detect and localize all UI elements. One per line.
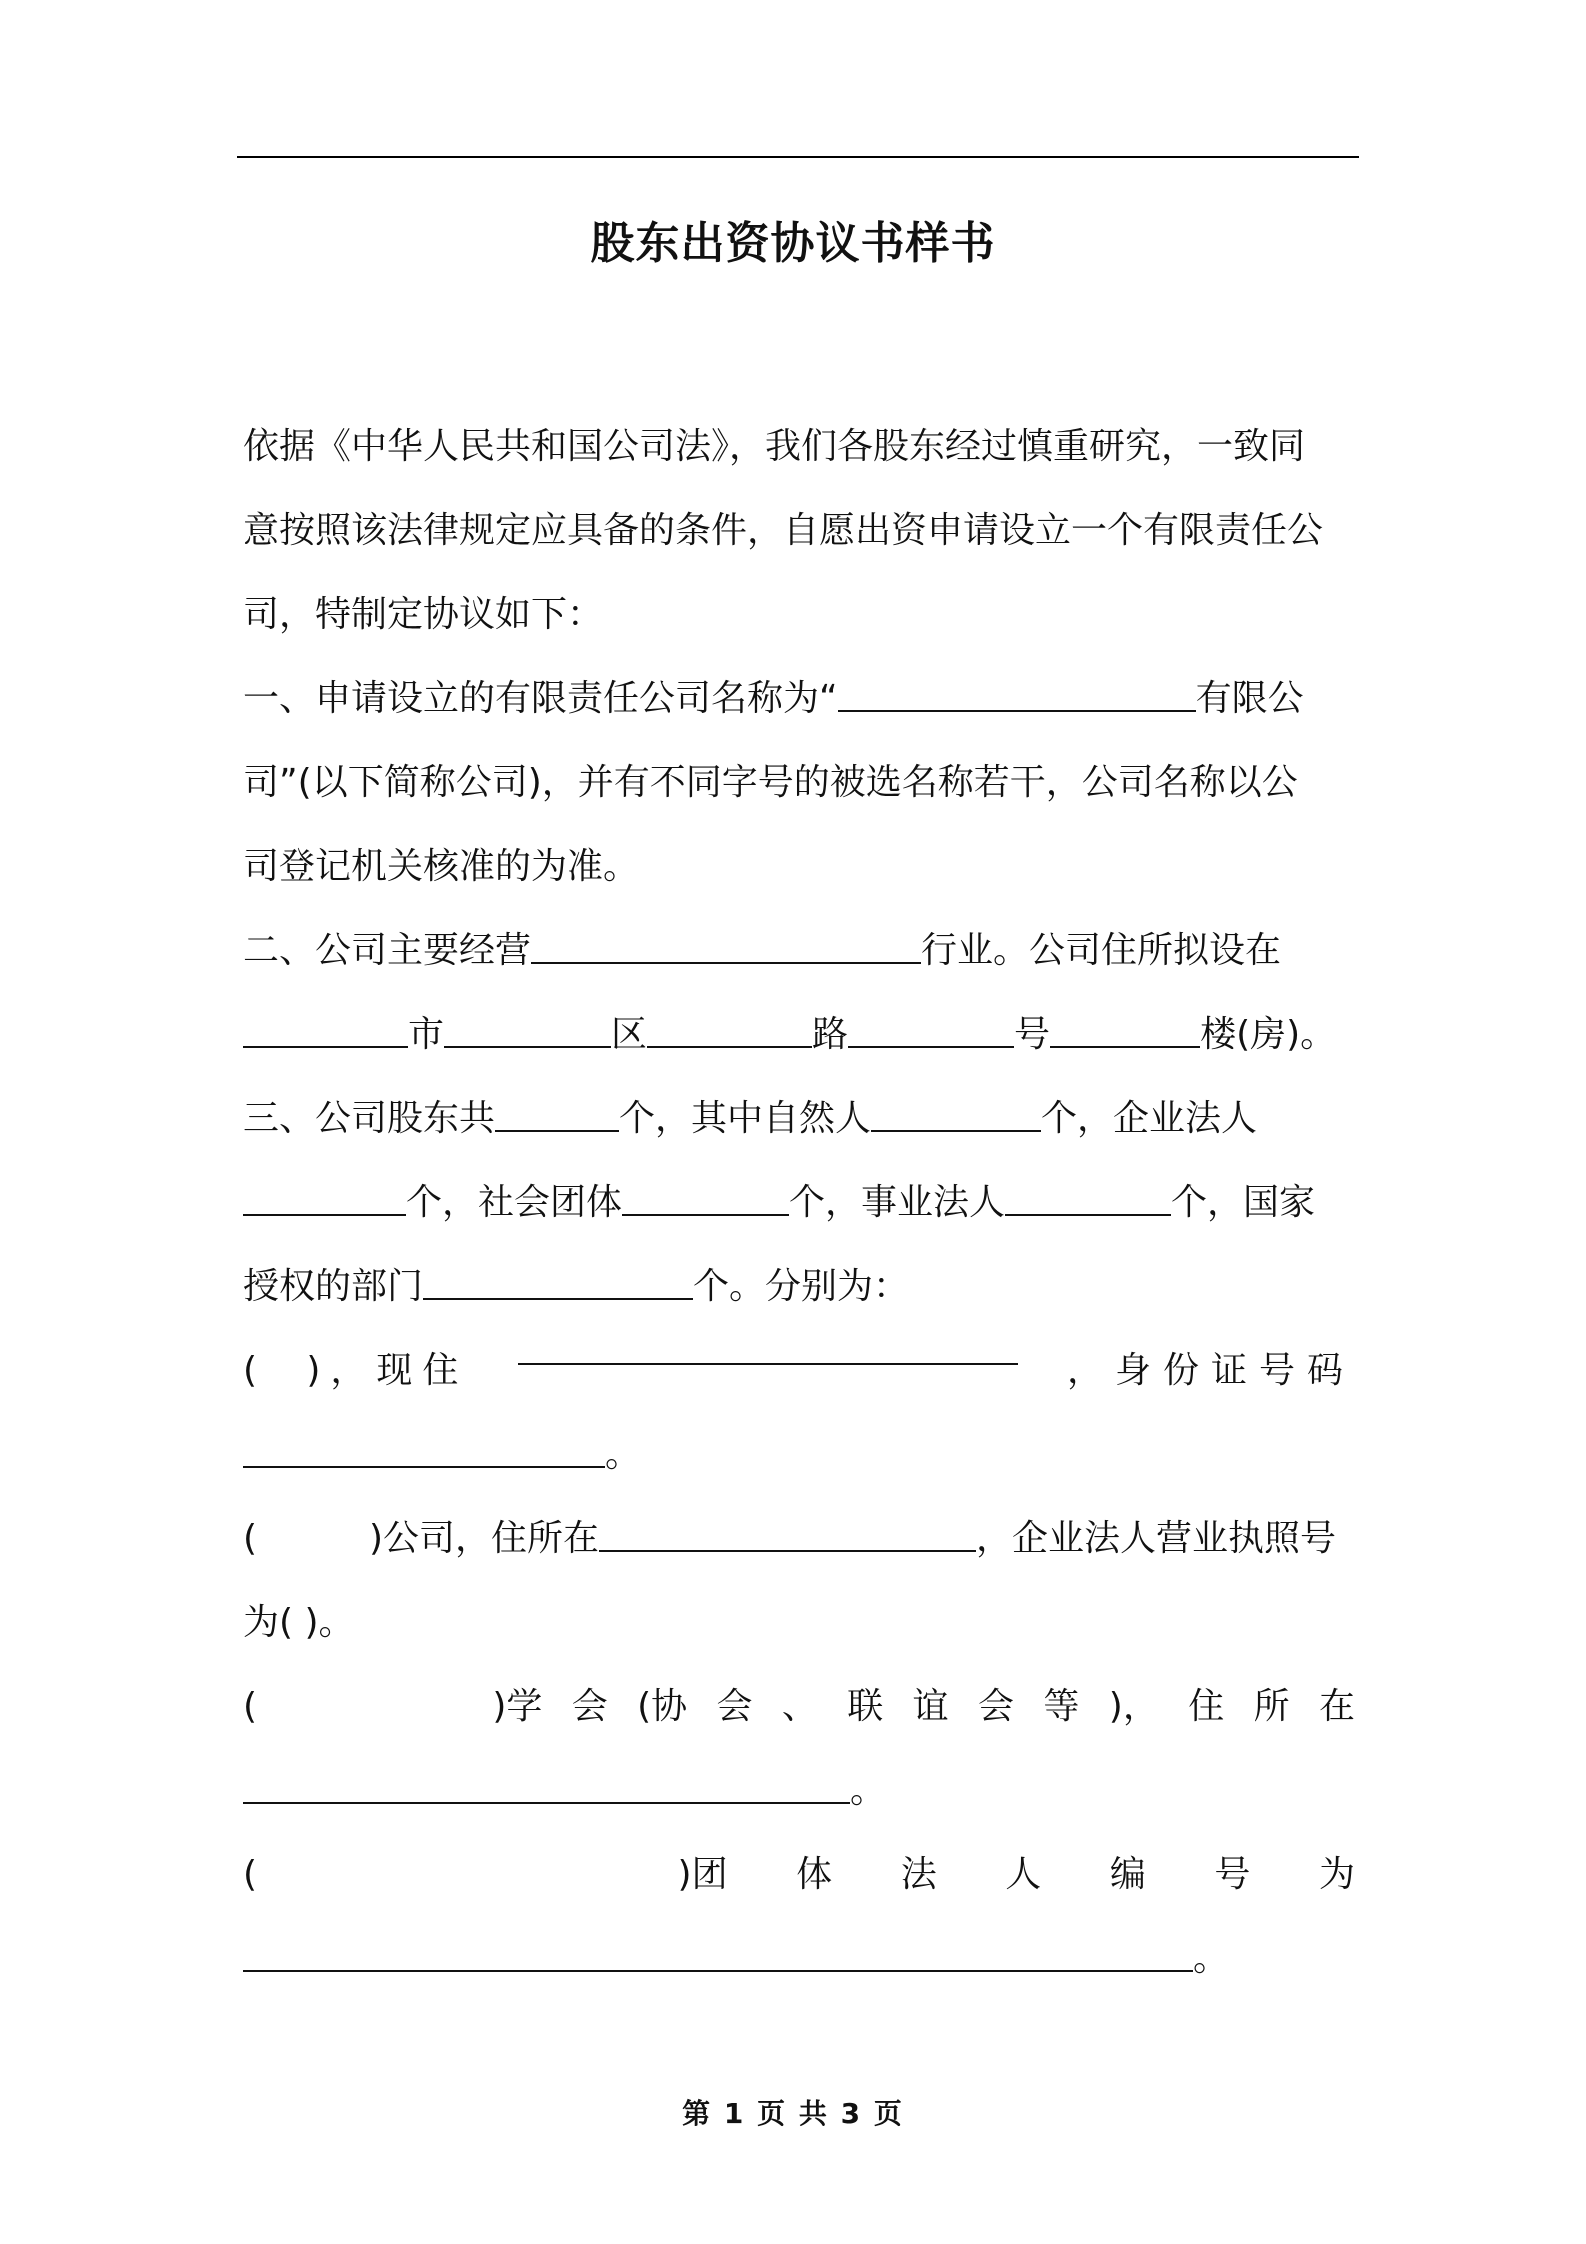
number-blank[interactable]: [848, 1012, 1014, 1048]
road-blank[interactable]: [647, 1012, 812, 1048]
natural-person-count-blank[interactable]: [871, 1096, 1041, 1132]
intro-line-2: 意按照该法律规定应具备的条件，自愿出资申请设立一个有限责任公: [243, 510, 1324, 551]
clause-3-line-3: [243, 1245, 1355, 1329]
society-token: 在: [1318, 1686, 1355, 1727]
clause-3-text-c: 个，企业法人: [1041, 1098, 1258, 1139]
clause-3-text-e: 个，事业法人: [789, 1182, 1006, 1223]
residence-blank[interactable]: [518, 1329, 1018, 1365]
group-number-blank[interactable]: [243, 1936, 1193, 1972]
license-label: ，企业法人营业执照号: [976, 1518, 1337, 1559]
page-footer: 第 1 页 共 3 页: [682, 2097, 904, 2130]
road-label: 路: [812, 1014, 849, 1055]
corporate-line-1: [243, 1497, 1355, 1581]
corporate-line-2: 为( )。: [243, 1602, 355, 1643]
clause-3-text-a: 三、公司股东共: [243, 1098, 496, 1139]
corporate-count-blank[interactable]: [243, 1180, 406, 1216]
corporate-label: )公司，住所在: [369, 1518, 600, 1559]
clause-2-text-a: 二、公司主要经营: [243, 930, 532, 971]
district-label: 区: [611, 1014, 648, 1055]
public-institution-count-blank[interactable]: [1005, 1180, 1171, 1216]
society-token: 联: [847, 1686, 884, 1727]
agreement-body: [243, 405, 1355, 2001]
number-label: 号: [1014, 1014, 1051, 1055]
clause-3-text-f: 个，国家: [1171, 1182, 1316, 1223]
society-token: (: [243, 1686, 258, 1727]
society-token: )，: [1108, 1686, 1159, 1727]
natural-person-end: 。: [605, 1434, 642, 1475]
clause-1-text-b: 有限公: [1195, 678, 1304, 719]
group-token: 号: [1214, 1854, 1251, 1895]
city-blank[interactable]: [243, 1012, 408, 1048]
natural-person-label: )，现住: [306, 1350, 469, 1391]
society-line-2: [243, 1749, 1355, 1833]
shareholder-count-blank[interactable]: [495, 1096, 619, 1132]
group-line-1: [243, 1833, 1355, 1917]
society-token: (协: [637, 1686, 688, 1727]
company-name-blank[interactable]: [838, 676, 1196, 712]
clause-2-line-1: [243, 909, 1355, 993]
society-token: 会: [716, 1686, 753, 1727]
group-token: 编: [1109, 1854, 1146, 1895]
clause-3-text-h: 个。分别为：: [693, 1266, 910, 1307]
clause-2-text-b: 行业。公司住所拟设在: [921, 930, 1282, 971]
clause-1-line-2: 司”(以下简称公司)，并有不同字号的被选名称若干，公司名称以公: [243, 762, 1298, 803]
social-group-count-blank[interactable]: [622, 1180, 789, 1216]
id-number-label: ，身份证号码: [1066, 1350, 1355, 1391]
natural-person-line-2: [243, 1413, 1355, 1497]
group-token: 法: [900, 1854, 937, 1895]
society-token: 谊: [912, 1686, 949, 1727]
clause-2-line-2: [243, 993, 1355, 1077]
clause-1-line-1: [243, 657, 1355, 741]
group-token: 为: [1318, 1854, 1355, 1895]
clause-3-line-1: [243, 1077, 1355, 1161]
city-label: 市: [408, 1014, 445, 1055]
building-blank[interactable]: [1050, 1012, 1200, 1048]
building-label: 楼(房)。: [1200, 1014, 1337, 1055]
clause-1-text-a: 一、申请设立的有限责任公司名称为“: [243, 678, 838, 719]
society-token: )学: [492, 1686, 543, 1727]
group-token: 人: [1005, 1854, 1042, 1895]
society-token: 会: [571, 1686, 608, 1727]
group-token: (: [243, 1854, 258, 1895]
society-token: 会: [978, 1686, 1015, 1727]
clause-3-text-b: 个，其中自然人: [619, 1098, 872, 1139]
clause-1-line-3: 司登记机关核准的为准。: [243, 846, 640, 887]
society-token: 所: [1253, 1686, 1290, 1727]
society-token: 住: [1188, 1686, 1225, 1727]
clause-3-text-d: 个，社会团体: [406, 1182, 623, 1223]
corporate-open-paren: (: [243, 1518, 258, 1559]
society-end: 。: [850, 1770, 887, 1811]
group-token: )团: [677, 1854, 728, 1895]
header-rule: [237, 156, 1359, 158]
society-line-1: [243, 1665, 1355, 1749]
intro-line-3: 司，特制定协议如下：: [243, 594, 604, 635]
society-token: 、: [781, 1686, 818, 1727]
natural-person-open-paren: (: [243, 1350, 258, 1391]
society-address-blank[interactable]: [243, 1768, 850, 1804]
clause-3-text-g: 授权的部门: [243, 1266, 424, 1307]
group-token: 体: [796, 1854, 833, 1895]
id-number-blank[interactable]: [243, 1432, 605, 1468]
document-title: 股东出资协议书样书: [590, 218, 996, 269]
district-blank[interactable]: [444, 1012, 611, 1048]
natural-person-line-1: [243, 1329, 1355, 1413]
intro-line-1: 依据《中华人民共和国公司法》，我们各股东经过慎重研究，一致同: [243, 426, 1306, 467]
society-token: 等: [1043, 1686, 1080, 1727]
industry-blank[interactable]: [531, 928, 921, 964]
clause-3-line-2: [243, 1161, 1355, 1245]
group-line-2: [243, 1917, 1355, 2001]
state-department-count-blank[interactable]: [423, 1264, 693, 1300]
group-end: 。: [1193, 1938, 1230, 1979]
corporate-address-blank[interactable]: [599, 1516, 976, 1552]
